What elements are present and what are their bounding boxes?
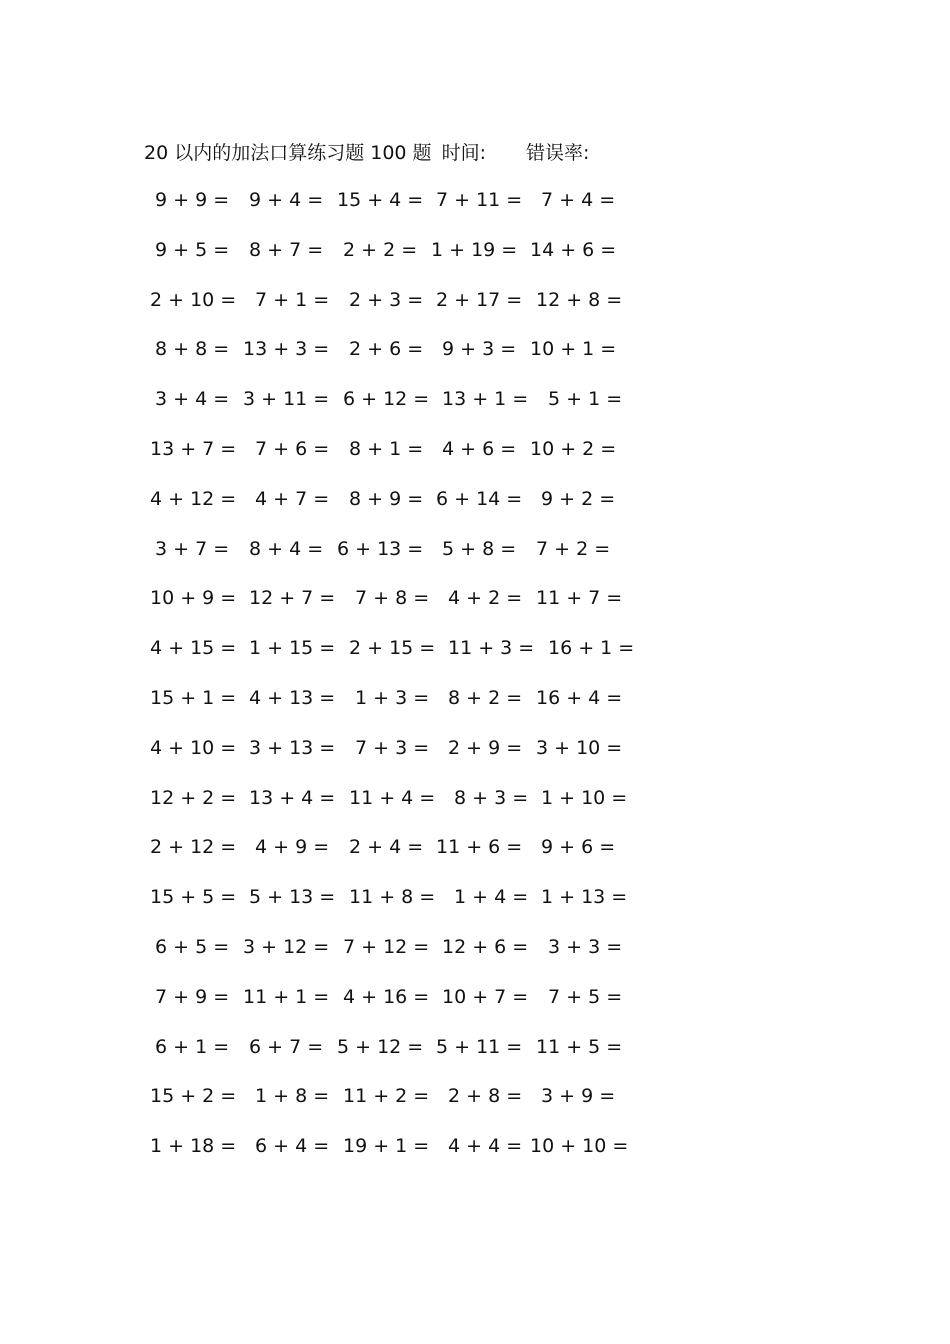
problem-item: 6 + 13 = xyxy=(337,537,424,560)
problem-row xyxy=(0,982,950,1032)
problem-row xyxy=(0,832,950,882)
problem-item: 13 + 7 = xyxy=(150,437,237,460)
problem-item: 7 + 4 = xyxy=(541,189,616,211)
problem-item: 11 + 1 = xyxy=(243,985,330,1008)
problem-item: 8 + 2 = xyxy=(448,686,523,709)
problem-item: 11 + 2 = xyxy=(343,1085,430,1108)
problem-row xyxy=(0,384,950,434)
problem-item: 8 + 1 = xyxy=(349,437,424,460)
problem-item: 1 + 18 = xyxy=(150,1135,237,1158)
problem-item: 4 + 12 = xyxy=(150,487,237,510)
problem-item: 4 + 2 = xyxy=(448,587,523,610)
problem-item: 11 + 3 = xyxy=(448,637,535,660)
problem-item: 2 + 2 = xyxy=(343,238,418,261)
problem-item: 11 + 6 = xyxy=(436,836,523,859)
problem-item: 4 + 15 = xyxy=(150,637,237,660)
problem-grid xyxy=(0,185,950,1181)
problem-item: 12 + 2 = xyxy=(150,786,237,809)
problem-item: 1 + 3 = xyxy=(355,686,430,709)
problem-item: 5 + 12 = xyxy=(337,1035,424,1058)
problem-item: 6 + 5 = xyxy=(155,935,230,958)
problem-item: 3 + 12 = xyxy=(243,935,330,958)
problem-item: 5 + 1 = xyxy=(548,388,623,411)
problem-item: 1 + 4 = xyxy=(454,886,529,909)
problem-row xyxy=(0,1131,950,1181)
worksheet-header xyxy=(144,137,589,165)
problem-item: 15 + 5 = xyxy=(150,886,237,909)
problem-item: 12 + 8 = xyxy=(536,288,623,311)
problem-item: 3 + 10 = xyxy=(536,736,623,759)
problem-item: 4 + 10 = xyxy=(150,736,237,759)
problem-item: 15 + 2 = xyxy=(150,1085,237,1108)
problem-item: 7 + 8 = xyxy=(355,587,430,610)
problem-item: 8 + 4 = xyxy=(249,537,324,560)
problem-item: 6 + 1 = xyxy=(155,1035,230,1058)
worksheet-title: 20 以内的加法口算练习题 100 题 xyxy=(144,141,432,164)
problem-item: 14 + 6 = xyxy=(530,238,617,261)
problem-row xyxy=(0,583,950,633)
problem-item: 9 + 3 = xyxy=(442,338,517,361)
problem-item: 10 + 7 = xyxy=(442,985,529,1008)
problem-item: 2 + 10 = xyxy=(150,288,237,311)
problem-row xyxy=(0,185,950,235)
problem-item: 7 + 1 = xyxy=(255,288,330,311)
problem-item: 3 + 7 = xyxy=(155,537,230,560)
problem-item: 1 + 10 = xyxy=(541,786,628,809)
problem-item: 6 + 12 = xyxy=(343,388,430,411)
error-rate-label: 错误率: xyxy=(525,141,590,164)
problem-item: 1 + 19 = xyxy=(431,238,518,261)
problem-item: 2 + 3 = xyxy=(349,288,424,311)
problem-item: 2 + 15 = xyxy=(349,637,436,660)
problem-item: 5 + 13 = xyxy=(249,886,336,909)
problem-item: 3 + 9 = xyxy=(541,1085,616,1108)
problem-item: 11 + 7 = xyxy=(536,587,623,610)
problem-item: 9 + 5 = xyxy=(155,238,230,261)
problem-row xyxy=(0,534,950,584)
problem-item: 13 + 3 = xyxy=(243,338,330,361)
problem-row xyxy=(0,932,950,982)
problem-item: 7 + 3 = xyxy=(355,736,430,759)
problem-item: 4 + 13 = xyxy=(249,686,336,709)
problem-item: 9 + 2 = xyxy=(541,487,616,510)
problem-row xyxy=(0,633,950,683)
problem-item: 4 + 16 = xyxy=(343,985,430,1008)
problem-row xyxy=(0,235,950,285)
problem-item: 2 + 17 = xyxy=(436,288,523,311)
problem-row xyxy=(0,434,950,484)
problem-item: 5 + 8 = xyxy=(442,537,517,560)
problem-row xyxy=(0,882,950,932)
problem-item: 2 + 12 = xyxy=(150,836,237,859)
problem-item: 10 + 10 = xyxy=(530,1135,629,1158)
problem-item: 4 + 6 = xyxy=(442,437,517,460)
problem-item: 8 + 8 = xyxy=(155,338,230,361)
problem-item: 6 + 7 = xyxy=(249,1035,324,1058)
problem-item: 9 + 4 = xyxy=(249,189,324,211)
problem-item: 8 + 9 = xyxy=(349,487,424,510)
problem-item: 3 + 13 = xyxy=(249,736,336,759)
problem-row xyxy=(0,285,950,335)
problem-item: 2 + 4 = xyxy=(349,836,424,859)
problem-item: 8 + 7 = xyxy=(249,238,324,261)
problem-row xyxy=(0,1032,950,1082)
problem-item: 7 + 9 = xyxy=(155,985,230,1008)
problem-item: 4 + 9 = xyxy=(255,836,330,859)
problem-item: 1 + 13 = xyxy=(541,886,628,909)
problem-item: 1 + 8 = xyxy=(255,1085,330,1108)
problem-item: 16 + 4 = xyxy=(536,686,623,709)
problem-item: 11 + 8 = xyxy=(349,886,436,909)
problem-item: 2 + 9 = xyxy=(448,736,523,759)
problem-item: 4 + 4 = xyxy=(448,1135,523,1158)
problem-item: 9 + 9 = xyxy=(155,189,230,211)
problem-item: 3 + 11 = xyxy=(243,388,330,411)
problem-item: 7 + 2 = xyxy=(536,537,611,560)
problem-item: 11 + 4 = xyxy=(349,786,436,809)
problem-item: 15 + 1 = xyxy=(150,686,237,709)
problem-item: 1 + 15 = xyxy=(249,637,336,660)
problem-row xyxy=(0,783,950,833)
problem-item: 13 + 1 = xyxy=(442,388,529,411)
problem-item: 10 + 1 = xyxy=(530,338,617,361)
problem-item: 10 + 2 = xyxy=(530,437,617,460)
problem-item: 7 + 6 = xyxy=(255,437,330,460)
problem-item: 6 + 4 = xyxy=(255,1135,330,1158)
problem-row xyxy=(0,484,950,534)
problem-item: 7 + 5 = xyxy=(548,985,623,1008)
problem-item: 16 + 1 = xyxy=(548,637,635,660)
problem-item: 15 + 4 = xyxy=(337,189,424,211)
problem-item: 11 + 5 = xyxy=(536,1035,623,1058)
problem-item: 7 + 11 = xyxy=(436,189,523,211)
problem-item: 13 + 4 = xyxy=(249,786,336,809)
problem-item: 9 + 6 = xyxy=(541,836,616,859)
problem-item: 12 + 7 = xyxy=(249,587,336,610)
problem-item: 7 + 12 = xyxy=(343,935,430,958)
problem-row xyxy=(0,1081,950,1131)
time-label: 时间: xyxy=(441,141,486,164)
problem-row xyxy=(0,733,950,783)
problem-item: 3 + 4 = xyxy=(155,388,230,411)
problem-item: 4 + 7 = xyxy=(255,487,330,510)
problem-item: 5 + 11 = xyxy=(436,1035,523,1058)
problem-item: 6 + 14 = xyxy=(436,487,523,510)
problem-item: 12 + 6 = xyxy=(442,935,529,958)
problem-item: 10 + 9 = xyxy=(150,587,237,610)
problem-item: 2 + 6 = xyxy=(349,338,424,361)
problem-item: 8 + 3 = xyxy=(454,786,529,809)
problem-item: 2 + 8 = xyxy=(448,1085,523,1108)
problem-item: 19 + 1 = xyxy=(343,1135,430,1158)
problem-row xyxy=(0,683,950,733)
problem-row xyxy=(0,334,950,384)
problem-item: 3 + 3 = xyxy=(548,935,623,958)
